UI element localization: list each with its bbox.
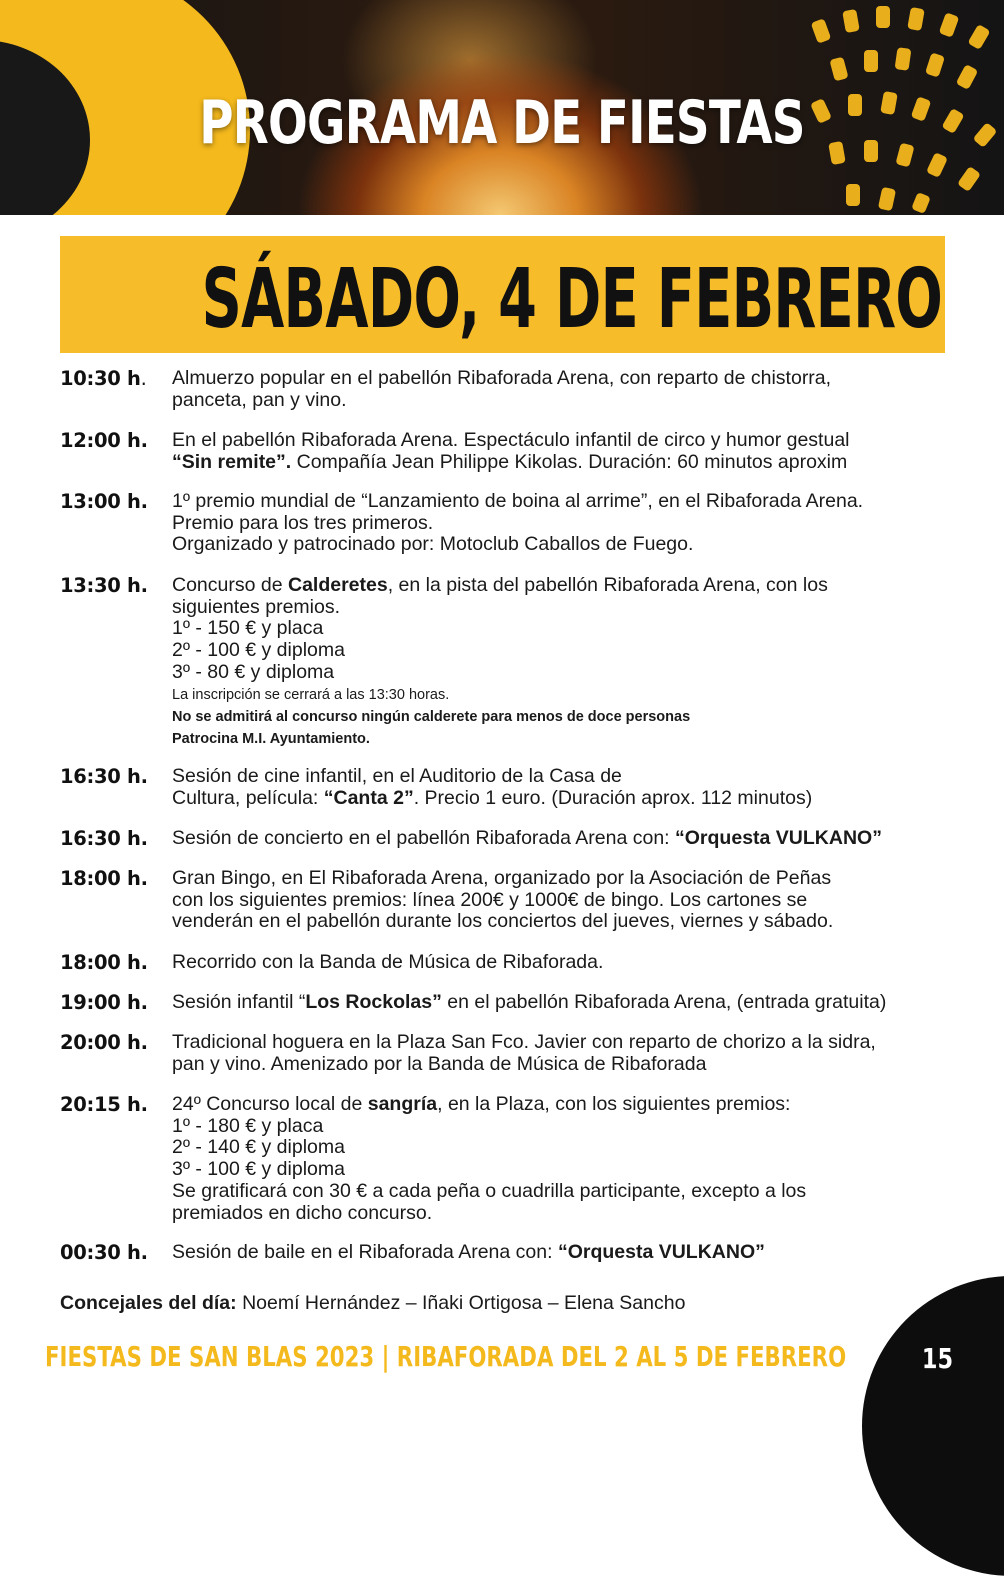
event-line: Se gratificará con 30 € a cada peña o cuadrilla participante, excepto a los — [172, 1179, 807, 1202]
event-description — [172, 1032, 962, 1075]
day-title: SÁBADO, 4 DE FEBRERO — [201, 252, 943, 347]
event-line: 3º - 100 € y diploma — [172, 1158, 345, 1181]
event-time — [60, 368, 147, 390]
event-description — [172, 1094, 962, 1224]
footer-text: FIESTAS DE SAN BLAS 2023 | RIBAFORADA DEL 2 AL 5 DE FEBRERO — [45, 1340, 847, 1373]
event-line: pan y vino. Amenizado por la Banda de Música de Ribaforada — [172, 1052, 707, 1075]
event-highlight: “Sin remite”. — [172, 450, 292, 473]
event-time — [60, 868, 148, 890]
event-time-value: 13:00 h. — [60, 490, 148, 513]
event-time-value: 12:00 h. — [60, 429, 148, 452]
header-banner — [0, 0, 1004, 215]
event-line: panceta, pan y vino. — [172, 388, 347, 411]
event-highlight: Calderetes — [287, 574, 388, 596]
event-line: 1º - 150 € y placa — [172, 617, 324, 640]
event-line: Premio para los tres primeros. — [172, 511, 434, 534]
event-description — [172, 491, 962, 556]
event-note: Patrocina M.I. Ayuntamiento. — [172, 730, 370, 747]
event-description — [172, 766, 962, 809]
event-line: Sesión de concierto en el pabellón Ribaforada Arena con: “Orquesta VULKANO” — [172, 827, 882, 849]
event-highlight: “Orquesta VULKANO” — [675, 827, 882, 849]
event-time-suffix: . — [140, 367, 147, 390]
event-line: En el pabellón Ribaforada Arena. Espectáculo infantil de circo y humor gestual — [172, 429, 850, 451]
event-line: premiados en dicho concurso. — [172, 1201, 433, 1224]
page-number: 15 — [921, 1342, 954, 1375]
event-line: venderán en el pabellón durante los conciertos del jueves, viernes y sábado. — [172, 910, 834, 933]
concejales-label: Concejales del día: — [60, 1292, 237, 1314]
event-description — [172, 368, 962, 411]
page-title: PROGRAMA DE FIESTAS — [199, 88, 805, 158]
event-time — [60, 992, 148, 1014]
event-line: Gran Bingo, en El Ribaforada Arena, organizado por la Asociación de Peñas — [172, 867, 832, 889]
event-line: 1º premio mundial de “Lanzamiento de boina al arrime”, en el Ribaforada Arena. — [172, 490, 864, 512]
event-time-value: 16:30 h. — [60, 765, 148, 788]
event-time-value: 00:30 h. — [60, 1241, 148, 1264]
concejales-line — [60, 1292, 685, 1315]
event-time — [60, 828, 148, 850]
concejales-names: Noemí Hernández – Iñaki Ortigosa – Elena Sancho — [236, 1292, 686, 1314]
event-time-value: 18:00 h. — [60, 951, 148, 974]
event-line: siguientes premios. — [172, 595, 340, 618]
event-line: Tradicional hoguera en la Plaza San Fco. Javier con reparto de chorizo a la sidra, — [172, 1031, 876, 1053]
event-note: No se admitirá al concurso ningún calderete para menos de doce personas — [172, 708, 691, 725]
event-highlight: “Orquesta VULKANO” — [557, 1241, 765, 1263]
event-description — [172, 952, 962, 974]
event-time-value: 10:30 h — [60, 367, 141, 390]
event-highlight: “Canta 2” — [323, 786, 414, 809]
event-time — [60, 491, 148, 513]
corner-decoration — [862, 1276, 1004, 1576]
event-time-value: 18:00 h. — [60, 867, 148, 890]
event-time — [60, 1094, 148, 1116]
event-line: Recorrido con la Banda de Música de Ribaforada. — [172, 951, 604, 973]
event-time-value: 20:00 h. — [60, 1031, 148, 1054]
event-time-value: 20:15 h. — [60, 1093, 148, 1116]
event-time-value: 19:00 h. — [60, 991, 148, 1014]
event-line: 1º - 180 € y placa — [172, 1114, 324, 1137]
event-line: 24º Concurso local de sangría, en la Plaza, con los siguientes premios: — [172, 1093, 791, 1115]
event-highlight: sangría — [367, 1093, 438, 1115]
event-line: Sesión de baile en el Ribaforada Arena con: “Orquesta VULKANO” — [172, 1241, 765, 1263]
event-description — [172, 575, 962, 750]
event-line: 2º - 140 € y diploma — [172, 1136, 345, 1159]
event-time-value: 13:30 h. — [60, 574, 148, 597]
event-line: Almuerzo popular en el pabellón Ribaforada Arena, con reparto de chistorra, — [172, 367, 832, 389]
event-description — [172, 992, 962, 1014]
event-time — [60, 1242, 148, 1264]
event-line: Organizado y patrocinado por: Motoclub Caballos de Fuego. — [172, 533, 694, 556]
event-time-value: 16:30 h. — [60, 827, 148, 850]
event-description — [172, 1242, 962, 1264]
day-header — [60, 236, 945, 353]
event-line: con los siguientes premios: línea 200€ y 1000€ de bingo. Los cartones se — [172, 888, 808, 911]
event-note: La inscripción se cerrará a las 13:30 horas. — [172, 686, 450, 703]
event-line: 2º - 100 € y diploma — [172, 639, 345, 662]
event-highlight: Los Rockolas” — [305, 991, 442, 1013]
event-description — [172, 430, 962, 473]
event-time — [60, 575, 148, 597]
event-time — [60, 766, 148, 788]
event-time — [60, 952, 148, 974]
event-description — [172, 868, 962, 933]
event-line: “Sin remite”. Compañía Jean Philippe Kikolas. Duración: 60 minutos aproxim — [172, 450, 848, 473]
event-line: Cultura, película: “Canta 2”. Precio 1 euro. (Duración aprox. 112 minutos) — [172, 786, 813, 809]
event-time — [60, 1032, 148, 1054]
event-description — [172, 828, 962, 850]
event-line: Sesión infantil “Los Rockolas” en el pabellón Ribaforada Arena, (entrada gratuita) — [172, 991, 887, 1013]
event-line: Concurso de Calderetes, en la pista del pabellón Ribaforada Arena, con los — [172, 574, 828, 596]
event-time — [60, 430, 148, 452]
event-line: Sesión de cine infantil, en el Auditorio de la Casa de — [172, 765, 622, 787]
event-line: 3º - 80 € y diploma — [172, 660, 335, 683]
